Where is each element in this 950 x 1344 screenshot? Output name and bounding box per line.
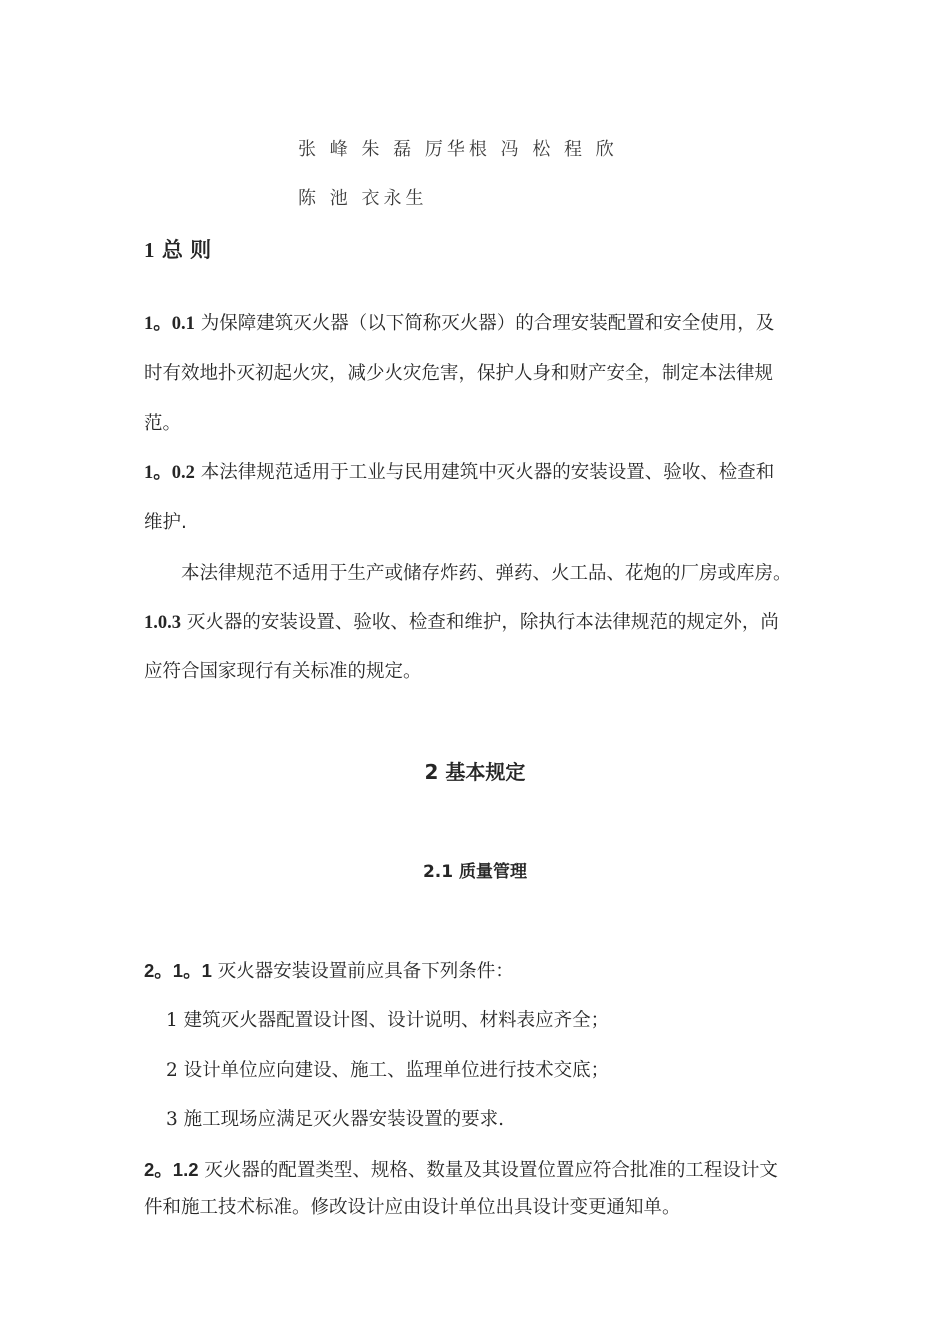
clause-text: 灭火器安装设置前应具备下列条件：: [217, 961, 514, 982]
clause-1-0-2-line-2: 维护.: [144, 512, 187, 533]
clause-1-0-1-line-2: 时有效地扑灭初起火灾，减少火灾危害，保护人身和财产安全，制定本法律规: [144, 363, 774, 384]
authors-line-1: 张 峰 朱 磊 厉华根 冯 松 程 欣: [298, 139, 618, 160]
clause-2-1-1-item-2: 2 设计单位应向建设、施工、监理单位进行技术交底；: [166, 1060, 610, 1081]
chapter-1-heading: [144, 236, 211, 264]
clause-2-1-1: [144, 958, 514, 985]
clause-2-1-1-item-3: 3 施工现场应满足灭火器安装设置的要求.: [166, 1109, 505, 1130]
clause-1-0-3-line-2: 应符合国家现行有关标准的规定。: [144, 661, 422, 682]
clause-number: 1.0.3: [144, 613, 181, 633]
clause-number: 1。0.1: [144, 314, 195, 334]
chapter-2-heading: 2 基本规定: [424, 760, 526, 784]
clause-1-0-1-line-1: [144, 311, 774, 337]
clause-text: 本法律规范适用于工业与民用建筑中灭火器的安装设置、验收、检查和: [200, 462, 775, 483]
clause-text: 为保障建筑灭火器（以下简称灭火器）的合理安装配置和安全使用，及: [200, 313, 775, 334]
clause-number: 2。1.2: [144, 1159, 199, 1180]
clause-text: 灭火器的安装设置、验收、检查和维护，除执行本法律规范的规定外，尚: [186, 612, 779, 633]
clause-1-0-3-line-1: [144, 610, 779, 636]
clause-2-1-2-line-2: 件和施工技术标准。修改设计应由设计单位出具设计变更通知单。: [144, 1197, 681, 1218]
clause-number: 2。1。1: [144, 960, 212, 981]
authors-line-2: 陈 池 衣永生: [298, 188, 428, 209]
clause-2-1-2-line-1: [144, 1157, 778, 1184]
clause-1-0-1-line-3: 范。: [144, 413, 182, 434]
chapter-1-number: 1: [144, 238, 155, 262]
section-2-1-heading: 2.1 质量管理: [422, 862, 528, 882]
clause-text: 灭火器的配置类型、规格、数量及其设置位置应符合批准的工程设计文: [204, 1160, 778, 1181]
clause-1-0-2-line-3: 本法律规范不适用于生产或储存炸药、弹药、火工品、花炮的厂房或库房。: [181, 563, 792, 584]
clause-2-1-1-item-1: 1 建筑灭火器配置设计图、设计说明、材料表应齐全；: [166, 1010, 610, 1031]
chapter-1-title: 总 则: [161, 238, 212, 262]
clause-1-0-2-line-1: [144, 460, 774, 486]
clause-number: 1。0.2: [144, 463, 195, 483]
